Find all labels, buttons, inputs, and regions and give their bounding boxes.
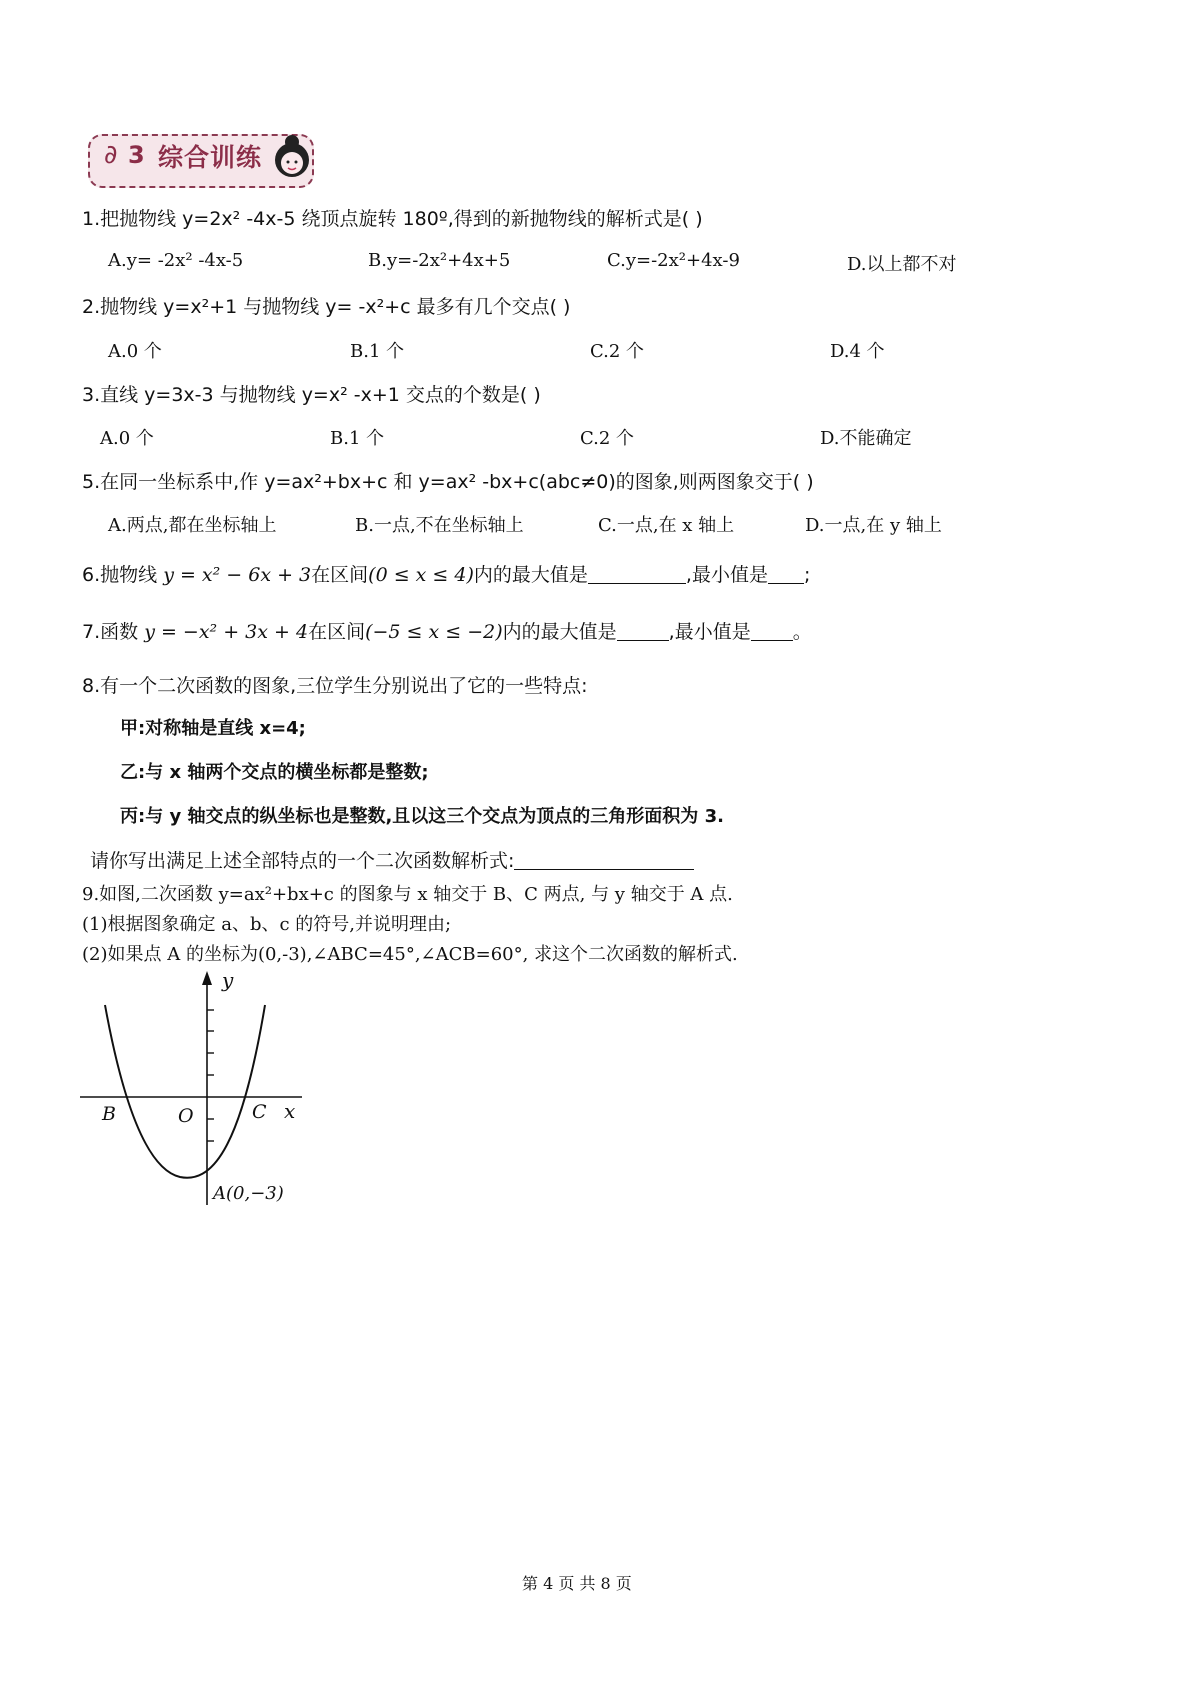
question-7-prefix: 7.函数 [82,621,139,643]
question-3-option-d: D.不能确定 [820,428,912,449]
question-6-max-text: 内的最大值是 [473,564,588,586]
question-3-option-a: A.0 个 [100,428,154,449]
parabola-figure [70,965,320,1215]
question-6-min-text: ,最小值是 [685,564,768,586]
question-8-ask-text: 请你写出满足上述全部特点的一个二次函数解析式: [90,850,515,872]
question-6-prefix: 6.抛物线 [82,564,158,586]
question-2-option-c: C.2 个 [590,341,645,362]
question-9-line3: (2)如果点 A 的坐标为(0,-3),∠ABC=45°,∠ACB=60°, 求这个二次函数的解析式. [82,944,738,965]
question-5-option-d: D.一点,在 y 轴上 [805,515,942,536]
question-7-max-blank[interactable] [617,622,669,641]
question-3-option-c: C.2 个 [580,428,635,449]
question-1-option-c: C.y=-2x²+4x-9 [607,250,740,271]
question-3-stem: 3.直线 y=3x-3 与抛物线 y=x² -x+1 交点的个数是( ) [82,384,541,406]
question-7 [82,617,812,644]
question-2-stem: 2.抛物线 y=x²+1 与抛物线 y= -x²+c 最多有几个交点( ) [82,296,571,318]
point-b-label: B [102,1103,116,1125]
question-5-option-b: B.一点,不在坐标轴上 [355,515,524,536]
y-axis-arrow [202,971,212,985]
question-1-option-b: B.y=-2x²+4x+5 [368,250,511,271]
question-7-formula: y = −x² + 3x + 4 [144,621,309,643]
question-6-min-blank[interactable] [768,565,804,584]
question-6-interval: (0 ≤ x ≤ 4) [368,564,474,586]
question-8-ask [90,846,694,873]
question-7-mid: 在区间 [308,621,366,643]
question-8-jia: 甲:对称轴是直线 x=4; [120,718,306,739]
badge-swoosh: ∂ [104,140,118,170]
question-5-option-c: C.一点,在 x 轴上 [598,515,735,536]
question-2-option-a: A.0 个 [108,341,162,362]
question-8-stem: 8.有一个二次函数的图象,三位学生分别说出了它的一些特点: [82,675,588,697]
question-7-min-text: ,最小值是 [668,621,751,643]
question-6-formula: y = x² − 6x + 3 [163,564,312,586]
question-1-stem: 1.把抛物线 y=2x² -4x-5 绕顶点旋转 180º,得到的新抛物线的解析式是( ) [82,208,703,230]
page-footer: 第 4 页 共 8 页 [522,1574,632,1593]
parabola-curve [105,1005,265,1178]
question-9-line1: 9.如图,二次函数 y=ax²+bx+c 的图象与 x 轴交于 B、C 两点, 与 y 轴交于 A 点. [82,884,733,905]
badge-number: 3 [128,141,145,169]
question-8-bing: 丙:与 y 轴交点的纵坐标也是整数,且以这三个交点为顶点的三角形面积为 3. [120,806,724,827]
y-axis-ticks [207,1010,214,1141]
question-2-option-b: B.1 个 [350,341,405,362]
question-8-yi: 乙:与 x 轴两个交点的横坐标都是整数; [120,762,429,783]
section-title: 综合训练 [158,143,263,172]
question-7-interval: (−5 ≤ x ≤ −2) [365,621,503,643]
question-1-option-d: D.以上都不对 [847,254,957,275]
question-1-option-a: A.y= -2x² -4x-5 [108,250,244,271]
question-5-option-a: A.两点,都在坐标轴上 [108,515,277,536]
question-8-answer-blank[interactable] [514,851,694,870]
x-axis-label: x [284,1099,296,1123]
question-6-end: ; [803,564,811,586]
girl-mascot-icon [268,130,316,188]
point-a-label: A(0,−3) [213,1183,284,1204]
question-2-option-d: D.4 个 [830,341,885,362]
question-7-end: 。 [792,621,812,643]
origin-label: O [178,1105,194,1127]
point-c-label: C [252,1101,267,1123]
question-7-min-blank[interactable] [751,622,793,641]
question-3-option-b: B.1 个 [330,428,385,449]
question-6-mid: 在区间 [311,564,369,586]
question-6-max-blank[interactable] [588,565,686,584]
y-axis-label: y [222,968,234,992]
question-5-stem: 5.在同一坐标系中,作 y=ax²+bx+c 和 y=ax² -bx+c(abc≠0)的图象,则两图象交于( ) [82,471,814,493]
question-6 [82,560,810,587]
question-9-line2: (1)根据图象确定 a、b、c 的符号,并说明理由; [82,914,452,935]
question-7-max-text: 内的最大值是 [502,621,617,643]
